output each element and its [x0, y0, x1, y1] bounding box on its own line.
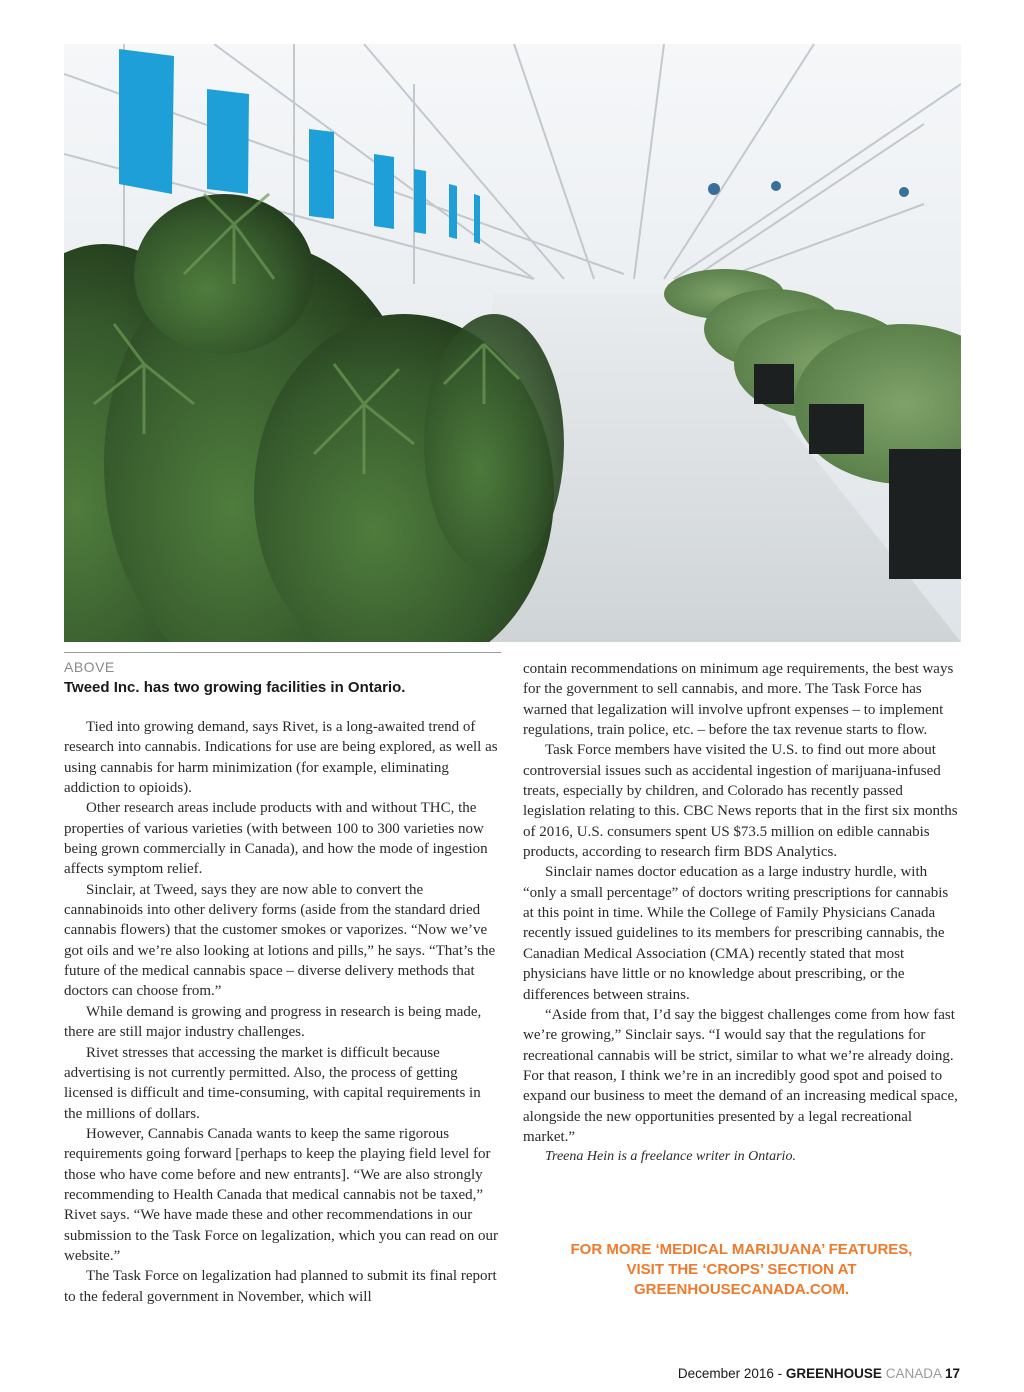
- page-number: 17: [944, 1366, 960, 1381]
- caption-label: ABOVE: [64, 659, 115, 675]
- paragraph: Tied into growing demand, says Rivet, is a long-awaited trend of research into cannabis. Indications for use are being explored, as well as using cannabis for harm minimization (for example, eliminating addiction to opioids).: [64, 719, 498, 797]
- paragraph: Sinclair names doctor education as a large industry hurdle, with “only a small percentage” of doctors writing prescriptions for cannabis at this point in time. While the College of Family Physicians Canada recently issued guidelines to its members for prescribing cannabis, the Canadian Medical Association (CMA) recently stated that most physicians have little or no knowledge about prescribing, or the differences between strains.: [523, 864, 949, 1003]
- paragraph: While demand is growing and progress in research is being made, there are still major industry challenges.: [64, 1003, 482, 1041]
- paragraph: However, Cannabis Canada wants to keep the same rigorous requirements going forward [perhaps to keep the playing field level for those who have come before and new entrants]. “We are also strongly recommending to Health Canada that medical cannabis not be taxed,” Rivet says. “We have made these and other recommendations in our submission to the Task Force on legalization, which you can read on our website.”: [64, 1125, 498, 1264]
- paragraph-continuation: contain recommendations on minimum age requirements, the best ways for the government to sell cannabis, and more. The Task Force has warned that legalization will involve upfront expenses – to implement regulations, train police, etc. – before the tax revenue starts to flow.: [523, 661, 954, 739]
- magazine-brand-suffix: CANADA: [881, 1366, 945, 1381]
- paragraph: Other research areas include products with and without THC, the properties of various varieties (with between 100 to 300 varieties now being grown commercially in Canada), and how the mode of ingestion affects symptom relief.: [64, 800, 488, 878]
- paragraph: Task Force members have visited the U.S. to find out more about controversial issues such as accidental ingestion of marijuana-infused treats, especially by children, and Colorado has recently passed legislation relating to this. CBC News reports that in the first six months of 2016, U.S. consumers spent US $73.5 million on edible cannabis products, according to research firm BDS Analytics.: [523, 742, 958, 861]
- promo-callout: [523, 1240, 960, 1300]
- caption-rule: [64, 652, 501, 653]
- promo-line: VISIT THE ‘CROPS’ SECTION AT: [626, 1261, 857, 1278]
- caption-text: Tweed Inc. has two growing facilities in Ontario.: [64, 679, 406, 696]
- paragraph: “Aside from that, I’d say the biggest challenges come from how fast we’re growing,” Sinclair says. “I would say that the regulations for recreational cannabis will be strict, similar to what we’re already doing. For that reason, I think we’re in an incredibly good spot and poised to expand our business to meet the demand of an increasing medical space, alongside the new opportunities presented by a legal recreational market.”: [523, 1006, 958, 1145]
- greenhouse-photo: [64, 44, 961, 642]
- promo-link[interactable]: GREENHOUSECANADA.COM.: [633, 1281, 849, 1298]
- article-right-column: [523, 659, 960, 1168]
- article-left-column: [64, 717, 501, 1307]
- paragraph: Rivet stresses that accessing the market is difficult because advertising is not currently permitted. Also, the process of getting licensed is difficult and time-consuming, with capital requirements in the millions of dollars.: [64, 1044, 481, 1122]
- magazine-brand: GREENHOUSE: [785, 1366, 882, 1381]
- issue-date: December 2016 -: [677, 1366, 786, 1381]
- cannabis-greenhouse-image: [64, 44, 961, 642]
- promo-line: FOR MORE ‘MEDICAL MARIJUANA’ FEATURES,: [570, 1241, 913, 1258]
- author-byline: Treena Hein is a freelance writer in Ontario.: [545, 1149, 796, 1165]
- page-footer: [678, 1366, 960, 1381]
- paragraph: Sinclair, at Tweed, says they are now able to convert the cannabinoids into other delivery forms (aside from the standard dried cannabis flowers) that the customer smokes or vaporizes. “Now we’ve got oils and we’re also looking at lotions and pills,” he says. “That’s the future of the medical cannabis space – diverse delivery methods that doctors can choose from.”: [64, 881, 496, 1000]
- paragraph: The Task Force on legalization had planned to submit its final report to the federal government in November, which will: [64, 1268, 497, 1305]
